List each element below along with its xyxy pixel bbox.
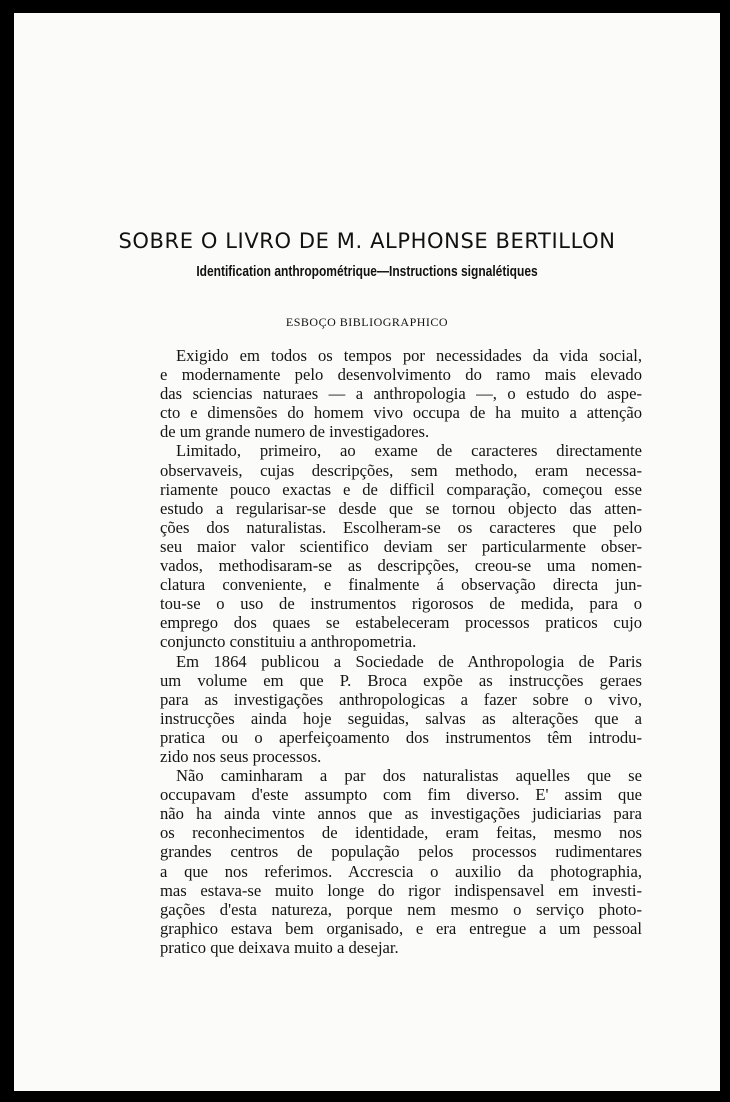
text-line: estudo a regularisar-se desde que se tornou objecto das atten- [160,498,642,518]
paragraph-2 [160,441,642,651]
text-line: tou-se o uso de instrumentos rigorosos de medida, para o [160,594,642,614]
page-title: SOBRE O LIVRO DE M. ALPHONSE BERTILLON [118,229,616,253]
page-subtitle: Identification anthropométrique—Instructions signalétiques [196,263,538,280]
body-text [160,346,642,957]
text-line: não ha ainda vinte annos que as investigações judiciarias para [160,804,642,824]
text-line: vados, methodisaram-se as descripções, creou-se uma nomen- [160,556,642,576]
text-line: das sciencias naturaes — a anthropologia —, o estudo do aspe- [160,384,642,404]
paragraph-1 [160,346,642,441]
text-line: os reconhecimentos de identidade, eram feitas, mesmo nos [160,823,642,843]
text-line: Não caminharam a par dos naturalistas aquelles que se [176,766,642,786]
text-line: zido nos seus processos. [160,746,322,766]
text-line: seu maior valor scientifico deviam ser particularmente obser- [160,536,642,556]
text-line: observaveis, cujas descripções, sem methodo, eram necessa- [160,460,642,480]
text-line: de um grande numero de investigadores. [160,422,430,442]
text-line: e modernamente pelo desenvolvimento do ramo mais elevado [160,365,642,385]
text-line: mas estava-se muito longe do rigor indispensavel em investi- [160,880,642,900]
text-line: occupavam d'este assumpto com fim diverso. E' assim que [160,785,642,805]
paragraph-3 [160,652,642,767]
text-line: um volume em que P. Broca expõe as instrucções geraes [160,670,642,690]
text-line: Limitado, primeiro, ao exame de caracteres directamente [176,441,642,461]
text-line: para as investigações anthropologicas a fazer sobre o vivo, [160,689,642,709]
text-line: pratica ou o aperfeiçoamento dos instrumentos têm introdu- [160,727,642,747]
text-line: clatura conveniente, e finalmente á observação directa jun- [160,575,642,595]
text-line: cto e dimensões do homem vivo occupa de ha muito a attenção [160,403,642,423]
section-heading: ESBOÇO BIBLIOGRAPHICO [285,315,449,329]
text-line: instrucções ainda hoje seguidas, salvas as alterações que a [160,708,642,728]
text-line: riamente pouco exactas e de difficil comparação, começou esse [160,479,642,499]
text-line: graphico estava bem organisado, e era entregue a um pessoal [160,918,642,938]
text-line: a que nos referimos. Accrescia o auxilio da photographia, [160,861,642,881]
paragraph-4 [160,766,642,957]
document-page [14,13,720,1091]
text-line: ções dos naturalistas. Escolheram-se os caracteres que pelo [160,517,642,537]
text-line: emprego dos quaes se estabeleceram processos praticos cujo [160,613,642,633]
text-line: Exigido em todos os tempos por necessidades da vida social, [176,346,642,365]
text-line: gações d'esta natureza, porque nem mesmo o serviço photo- [160,899,642,919]
text-line: conjuncto constituiu a anthropometria. [160,632,417,652]
text-line: grandes centros de população pelos processos rudimentares [160,842,642,862]
text-line: pratico que deixava muito a desejar. [160,937,399,957]
text-line: Em 1864 publicou a Sociedade de Anthropologia de Paris [176,651,642,671]
